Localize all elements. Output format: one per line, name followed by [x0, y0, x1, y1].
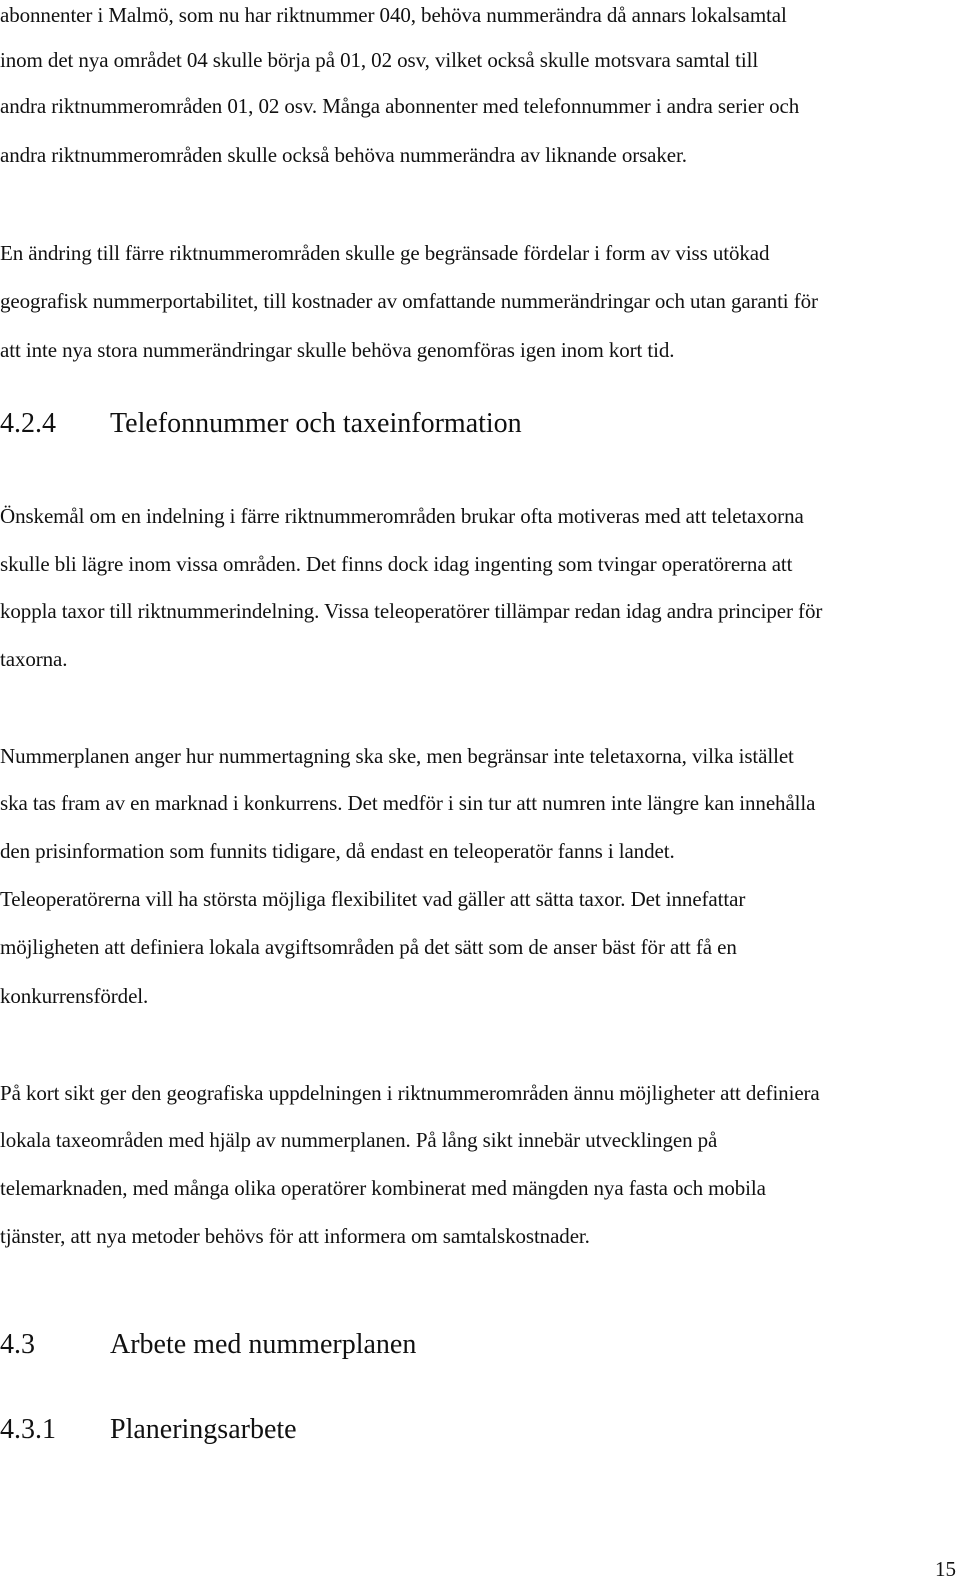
- paragraph-line: andra riktnummerområden skulle också behöva nummerändra av liknande orsaker.: [0, 143, 687, 167]
- section-heading-4-2-4: [0, 407, 522, 441]
- paragraph-line: På kort sikt ger den geografiska uppdelningen i riktnummerområden ännu möjligheter att definiera: [0, 1081, 820, 1105]
- section-title: Telefonnummer och taxeinformation: [110, 408, 522, 439]
- section-number: 4.2.4: [0, 408, 56, 439]
- paragraph-line: möjligheten att definiera lokala avgiftsområden på det sätt som de anser bäst för att få en: [0, 935, 737, 959]
- paragraph-line: taxorna.: [0, 647, 68, 671]
- paragraph-line: Teleoperatörerna vill ha största möjliga flexibilitet vad gäller att sätta taxor. Det innefattar: [0, 887, 746, 911]
- paragraph-line: Nummerplanen anger hur nummertagning ska ske, men begränsar inte teletaxorna, vilka istället: [0, 744, 794, 768]
- paragraph-line: En ändring till färre riktnummerområden skulle ge begränsade fördelar i form av viss utökad: [0, 241, 770, 265]
- paragraph-line: konkurrensfördel.: [0, 984, 149, 1008]
- paragraph-line: inom det nya området 04 skulle börja på 01, 02 osv, vilket också skulle motsvara samtal till: [0, 48, 759, 72]
- section-number: 4.3.1: [0, 1414, 56, 1445]
- paragraph-line: geografisk nummerportabilitet, till kostnader av omfattande nummerändringar och utan garanti för: [0, 289, 818, 313]
- paragraph-line: ska tas fram av en marknad i konkurrens. Det medför i sin tur att numren inte längre kan innehålla: [0, 791, 816, 815]
- section-heading-4-3-1: [0, 1413, 297, 1447]
- paragraph-line: att inte nya stora nummerändringar skulle behöva genomföras igen inom kort tid.: [0, 338, 675, 362]
- section-heading-4-3: [0, 1328, 416, 1362]
- paragraph-line: tjänster, att nya metoder behövs för att informera om samtalskostnader.: [0, 1224, 590, 1248]
- section-title: Planeringsarbete: [110, 1414, 297, 1445]
- section-number: 4.3: [0, 1329, 35, 1360]
- paragraph-line: koppla taxor till riktnummerindelning. Vissa teleoperatörer tillämpar redan idag andra principer för: [0, 599, 823, 623]
- paragraph-line: telemarknaden, med många olika operatörer kombinerat med mängden nya fasta och mobila: [0, 1176, 766, 1200]
- page-number: 15: [935, 1557, 956, 1581]
- paragraph-line: Önskemål om en indelning i färre riktnummerområden brukar ofta motiveras med att teletaxorna: [0, 504, 804, 528]
- section-title: Arbete med nummerplanen: [110, 1329, 417, 1360]
- paragraph-line: abonnenter i Malmö, som nu har riktnummer 040, behöva nummerändra då annars lokalsamtal: [0, 3, 787, 27]
- paragraph-line: lokala taxeområden med hjälp av nummerplanen. På lång sikt innebär utvecklingen på: [0, 1128, 718, 1152]
- paragraph-line: skulle bli lägre inom vissa områden. Det finns dock idag ingenting som tvingar operatörerna att: [0, 552, 793, 576]
- paragraph-line: andra riktnummerområden 01, 02 osv. Många abonnenter med telefonnummer i andra serier och: [0, 94, 800, 118]
- paragraph-line: den prisinformation som funnits tidigare, då endast en teleoperatör fanns i landet.: [0, 839, 675, 863]
